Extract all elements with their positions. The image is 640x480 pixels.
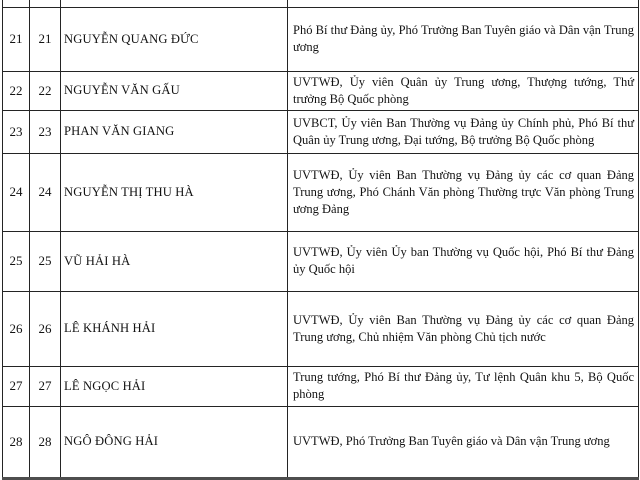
table-row [3,110,639,153]
empty-cell [30,0,61,7]
name-cell: LÊ KHÁNH HẢI [61,291,288,366]
position-cell: Trung tướng, Phó Bí thư Đảng ủy, Tư lệnh Quân khu 5, Bộ Quốc phòng [288,366,639,406]
row-number-cell: 26 [3,291,30,366]
row-number-cell: 27 [3,366,30,406]
table-row [3,366,639,406]
name-cell: VŨ HẢI HÀ [61,231,288,291]
row-number-repeat-cell: 21 [30,7,61,71]
officials-table [2,0,639,480]
table-row [3,406,639,478]
row-number-repeat-cell: 22 [30,71,61,110]
table-row [3,7,639,71]
table-row-partial-top [3,0,639,7]
row-number-cell: 28 [3,406,30,478]
table-row [3,153,639,231]
name-cell: NGUYỄN THỊ THU HÀ [61,153,288,231]
row-number-repeat-cell: 23 [30,110,61,153]
name-cell: NGUYỄN QUANG ĐỨC [61,7,288,71]
name-cell: NGUYỄN VĂN GẤU [61,71,288,110]
name-cell: PHAN VĂN GIANG [61,110,288,153]
name-cell: NGÔ ĐÔNG HẢI [61,406,288,478]
table-row [3,291,639,366]
position-cell: UVTWĐ, Ủy viên Quân ủy Trung ương, Thượng tướng, Thứ trưởng Bộ Quốc phòng [288,71,639,110]
position-cell: UVTWĐ, Ủy viên Ban Thường vụ Đảng ủy các cơ quan Đảng Trung ương, Phó Chánh Văn phòng Thường trực Văn phòng Trung ương Đảng [288,153,639,231]
position-cell: UVTWĐ, Phó Trưởng Ban Tuyên giáo và Dân vận Trung ương [288,406,639,478]
empty-cell [3,0,30,7]
position-cell: Phó Bí thư Đảng ủy, Phó Trưởng Ban Tuyên giáo và Dân vận Trung ương [288,7,639,71]
row-number-cell: 25 [3,231,30,291]
empty-cell [288,0,639,7]
name-cell: LÊ NGỌC HẢI [61,366,288,406]
row-number-repeat-cell: 25 [30,231,61,291]
empty-cell [61,0,288,7]
row-number-repeat-cell: 26 [30,291,61,366]
row-number-cell: 24 [3,153,30,231]
table-row [3,71,639,110]
row-number-repeat-cell: 27 [30,366,61,406]
position-cell: UVBCT, Ủy viên Ban Thường vụ Đảng ủy Chính phủ, Phó Bí thư Quân ủy Trung ương, Đại tướng, Bộ trưởng Bộ Quốc phòng [288,110,639,153]
row-number-cell: 22 [3,71,30,110]
row-number-repeat-cell: 24 [30,153,61,231]
row-number-cell: 21 [3,7,30,71]
position-cell: UVTWĐ, Ủy viên Ủy ban Thường vụ Quốc hội, Phó Bí thư Đảng ủy Quốc hội [288,231,639,291]
table-row [3,231,639,291]
row-number-repeat-cell: 28 [30,406,61,478]
position-cell: UVTWĐ, Ủy viên Ban Thường vụ Đảng ủy các cơ quan Đảng Trung ương, Chủ nhiệm Văn phòng Chủ tịch nước [288,291,639,366]
row-number-cell: 23 [3,110,30,153]
